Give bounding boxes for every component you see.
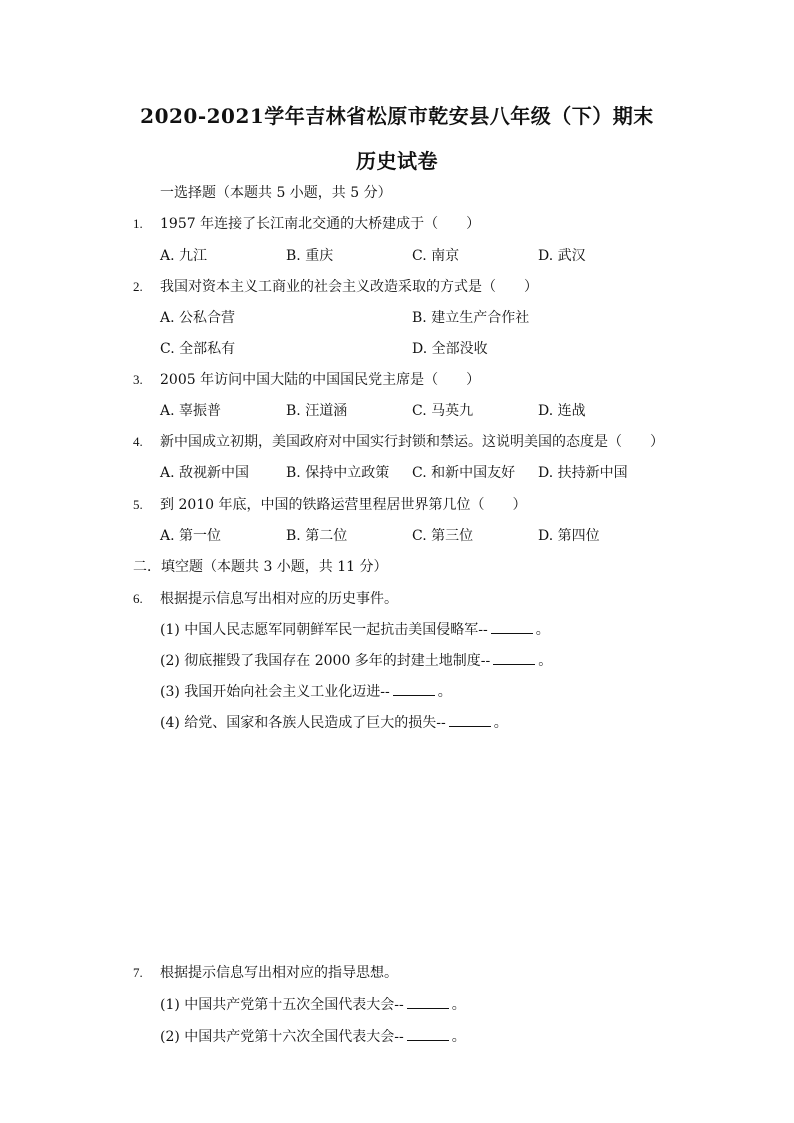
option-d: D. 全部没收 <box>412 341 488 357</box>
option-c: C. 第三位 <box>412 528 474 544</box>
exam-title-line1: 2020-2021学年吉林省松原市乾安县八年级（下）期末 <box>140 104 654 128</box>
option-a: A. 公私合营 <box>160 310 236 326</box>
section-heading-fill: 二．填空题（本题共 3 小题，共 11 分） <box>133 559 388 575</box>
question-text: 我国对资本主义工商业的社会主义改造采取的方式是（ ） <box>160 279 538 295</box>
answer-blank[interactable] <box>449 714 491 727</box>
question-number: 2. <box>133 279 143 294</box>
option-b: B. 保持中立政策 <box>286 465 390 481</box>
sub-question-end: 。 <box>451 1029 466 1045</box>
sub-question-3 <box>160 681 452 701</box>
section-heading-choice: 一选择题（本题共 5 小题，共 5 分） <box>160 185 392 201</box>
option-d: D. 连战 <box>538 403 586 419</box>
exam-title-line2: 历史试卷 <box>356 149 438 173</box>
option-b: B. 第二位 <box>286 528 348 544</box>
question-number: 5. <box>133 497 143 512</box>
sub-question-text: (1) 中国共产党第十五次全国代表大会-- <box>160 997 404 1013</box>
sub-question-2 <box>160 1026 466 1046</box>
option-d: D. 武汉 <box>538 248 586 264</box>
sub-question-end: 。 <box>538 653 553 669</box>
question-text: 2005 年访问中国大陆的中国国民党主席是（ ） <box>160 372 481 388</box>
option-d: D. 扶持新中国 <box>538 465 628 481</box>
sub-question-1 <box>160 994 466 1014</box>
answer-blank[interactable] <box>491 621 533 634</box>
sub-question-end: 。 <box>493 715 508 731</box>
answer-blank[interactable] <box>407 996 449 1009</box>
answer-blank[interactable] <box>407 1028 449 1041</box>
question-number: 4. <box>133 434 143 449</box>
sub-question-2 <box>160 650 552 670</box>
question-number: 7. <box>133 965 143 980</box>
sub-question-text: (1) 中国人民志愿军同朝鲜军民一起抗击美国侵略军-- <box>160 622 488 638</box>
option-b: B. 汪道涵 <box>286 403 348 419</box>
sub-question-end: 。 <box>535 622 550 638</box>
question-number: 6. <box>133 591 143 606</box>
sub-question-text: (2) 中国共产党第十六次全国代表大会-- <box>160 1029 404 1045</box>
answer-blank[interactable] <box>493 652 535 665</box>
sub-question-1 <box>160 619 550 639</box>
question-text: 根据提示信息写出相对应的指导思想。 <box>160 965 398 981</box>
option-c: C. 马英九 <box>412 403 474 419</box>
option-c: C. 和新中国友好 <box>412 465 516 481</box>
option-b: B. 建立生产合作社 <box>412 310 530 326</box>
option-a: A. 敌视新中国 <box>160 465 250 481</box>
option-b: B. 重庆 <box>286 248 334 264</box>
sub-question-text: (4) 给党、国家和各族人民造成了巨大的损失-- <box>160 715 446 731</box>
option-a: A. 九江 <box>160 248 208 264</box>
question-number: 1. <box>133 216 143 231</box>
sub-question-end: 。 <box>437 684 452 700</box>
sub-question-end: 。 <box>451 997 466 1013</box>
option-a: A. 辜振普 <box>160 403 222 419</box>
answer-blank[interactable] <box>393 683 435 696</box>
question-text: 1957 年连接了长江南北交通的大桥建成于（ ） <box>160 216 481 232</box>
sub-question-text: (2) 彻底摧毁了我国存在 2000 多年的封建土地制度-- <box>160 653 491 669</box>
question-number: 3. <box>133 372 143 387</box>
sub-question-text: (3) 我国开始向社会主义工业化迈进-- <box>160 684 390 700</box>
question-text: 根据提示信息写出相对应的历史事件。 <box>160 591 398 607</box>
option-c: C. 南京 <box>412 248 460 264</box>
option-c: C. 全部私有 <box>160 341 236 357</box>
question-text: 到 2010 年底，中国的铁路运营里程居世界第几位（ ） <box>160 497 527 513</box>
option-a: A. 第一位 <box>160 528 222 544</box>
question-text: 新中国成立初期，美国政府对中国实行封锁和禁运。这说明美国的态度是（ ） <box>160 434 664 450</box>
sub-question-4 <box>160 712 508 732</box>
option-d: D. 第四位 <box>538 528 600 544</box>
